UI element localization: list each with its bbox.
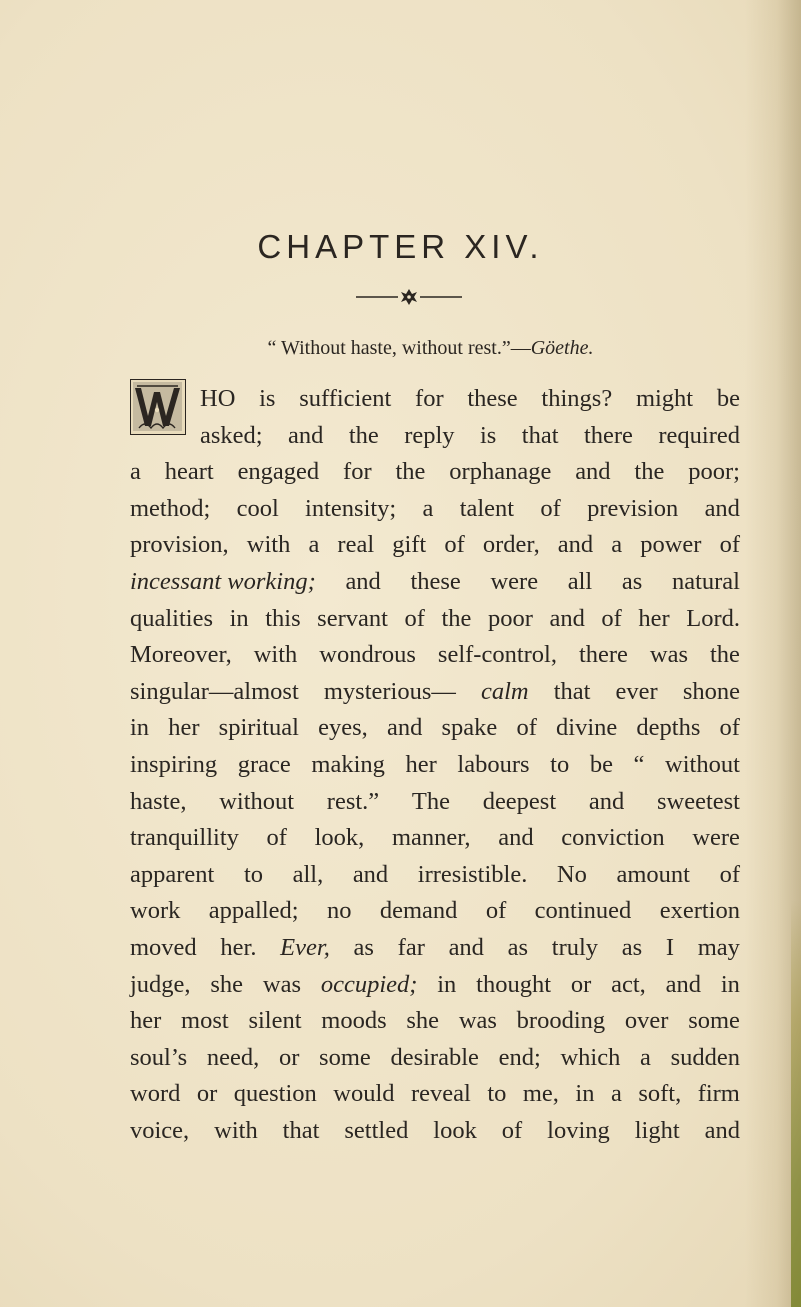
word: for [415, 385, 444, 412]
word: a [130, 458, 141, 486]
word: order, [482, 531, 540, 559]
word: firm [697, 1080, 740, 1108]
word: Moreover, [130, 641, 232, 669]
word: of [501, 1116, 523, 1144]
word: No [556, 860, 587, 888]
word: these [410, 567, 461, 595]
text-line [130, 564, 740, 601]
word: be [589, 750, 613, 778]
word: talent [459, 494, 515, 522]
word: things? [541, 385, 613, 412]
text-line [130, 418, 740, 455]
word: in [130, 714, 150, 742]
word: appalled; [208, 897, 299, 925]
text-line [130, 820, 740, 857]
word: act, [611, 970, 646, 998]
word: that [282, 1116, 320, 1144]
word: look [433, 1116, 477, 1144]
word: there [583, 421, 633, 449]
word: demand [379, 897, 458, 925]
word: prevision [587, 494, 679, 522]
word: deepest [482, 787, 557, 815]
word: I [665, 933, 675, 961]
word: desirable [390, 1043, 479, 1071]
word: of [719, 714, 740, 742]
word: servant [317, 604, 388, 632]
word: she [406, 1007, 440, 1035]
word: of [485, 897, 507, 925]
word: amount [616, 860, 690, 888]
word: of [516, 714, 537, 742]
word: as [621, 933, 643, 961]
word: natural [671, 567, 740, 595]
word: making [311, 750, 385, 778]
body-paragraph [130, 381, 740, 1149]
word: without [219, 787, 295, 815]
word: moods [321, 1007, 387, 1035]
word: Lord. [686, 604, 740, 632]
text-line [130, 857, 740, 894]
word: sudden [670, 1043, 740, 1071]
word: exertion [659, 897, 740, 925]
word: or [196, 1080, 218, 1108]
word: over [624, 1007, 669, 1035]
word: some [688, 1007, 740, 1035]
word: for [343, 458, 372, 486]
word: that [521, 421, 559, 449]
word: qualities [130, 604, 214, 632]
word: conviction [561, 824, 665, 852]
word: of [444, 531, 465, 559]
word: wondrous [319, 641, 416, 669]
text-line [130, 601, 740, 638]
word: required [658, 421, 740, 449]
word: look, [314, 824, 365, 852]
word: inspiring [130, 750, 218, 778]
word: end; [498, 1043, 541, 1071]
word: and [665, 970, 701, 998]
word: the [441, 604, 472, 632]
word: poor; [688, 458, 740, 486]
word: apparent [130, 860, 215, 888]
epigraph-quote: “ Without haste, without rest.”— [267, 337, 531, 359]
word: truly [551, 933, 599, 961]
word: which [560, 1043, 621, 1071]
word: is [480, 421, 497, 449]
word: intensity; [305, 494, 397, 522]
word: poor [487, 604, 533, 632]
text-line [130, 747, 740, 784]
word: a [308, 531, 320, 559]
word: light [634, 1116, 680, 1144]
word: soul’s [130, 1043, 188, 1071]
word: some [319, 1043, 371, 1071]
word: loving [547, 1116, 610, 1144]
word: HO [200, 385, 236, 412]
word: heart [164, 458, 214, 486]
word: haste, [130, 787, 187, 815]
word: sufficient [299, 385, 392, 412]
text-line [130, 1113, 740, 1150]
word: and [345, 567, 381, 595]
word: and [448, 933, 484, 961]
word: her. [220, 933, 257, 961]
page-edge-stain [791, 900, 801, 1307]
word: real [337, 531, 375, 559]
word: would [333, 1080, 395, 1108]
word: her [168, 714, 200, 742]
text-line [130, 1003, 740, 1040]
text-line [130, 454, 740, 491]
italic-phrase: calm [480, 677, 529, 705]
italic-phrase: Ever, [280, 933, 330, 961]
word: work [130, 897, 181, 925]
word: reply [404, 421, 455, 449]
word: the [634, 458, 665, 486]
word: singular—almost [130, 677, 299, 705]
text-line [130, 637, 740, 674]
word: manner, [391, 824, 471, 852]
word: ever [615, 677, 658, 705]
word: a [422, 494, 434, 522]
word: of [404, 604, 425, 632]
word: a [640, 1043, 651, 1071]
word: brooding [516, 1007, 606, 1035]
word: a [611, 531, 623, 559]
text-line [130, 784, 740, 821]
word: reveal [411, 1080, 471, 1108]
word: spiritual [218, 714, 299, 742]
word: her [638, 604, 670, 632]
word: is [259, 385, 276, 412]
italic-phrase: incessant working; [130, 567, 316, 595]
text-line [130, 967, 740, 1004]
word: and [704, 494, 740, 522]
word: settled [344, 1116, 409, 1144]
word: without [665, 750, 740, 778]
word: of [601, 604, 622, 632]
italic-phrase: occupied; [320, 970, 418, 998]
word: moved [130, 933, 197, 961]
epigraph-author: Göethe. [530, 337, 594, 359]
word: method; [130, 494, 211, 522]
word: there [578, 641, 628, 669]
word: and [557, 531, 594, 559]
word: with [253, 641, 298, 669]
word: all, [292, 860, 324, 888]
word: was [262, 970, 301, 998]
word: far [397, 933, 425, 961]
word: gift [392, 531, 427, 559]
word: or [278, 1043, 300, 1071]
word: most [181, 1007, 229, 1035]
word: the [710, 641, 740, 669]
word: her [130, 1007, 162, 1035]
word: might [635, 385, 694, 412]
word: orphanage [449, 458, 552, 486]
word: a [610, 1080, 622, 1108]
word: and [704, 1116, 740, 1144]
word: or [570, 970, 592, 998]
text-line [130, 893, 740, 930]
word: sweetest [656, 787, 740, 815]
word: of [719, 860, 740, 888]
word: “ [633, 750, 645, 778]
text-line [130, 1076, 740, 1113]
word: eyes, [318, 714, 368, 742]
word: as [507, 933, 529, 961]
word: power [640, 531, 702, 559]
word: her [405, 750, 437, 778]
word: and [588, 787, 625, 815]
word: with [246, 531, 291, 559]
word: need, [206, 1043, 260, 1071]
word: were [490, 567, 539, 595]
word: mysterious— [323, 677, 456, 705]
word: question [233, 1080, 317, 1108]
word: that [553, 677, 591, 705]
word: as [621, 567, 643, 595]
text-line [130, 527, 740, 564]
word: the [348, 421, 379, 449]
epigraph [0, 337, 801, 360]
word: and [352, 860, 389, 888]
word: me, [522, 1080, 559, 1108]
word: this [265, 604, 301, 632]
word: voice, [130, 1116, 190, 1144]
word: cool [236, 494, 279, 522]
text-line [130, 381, 740, 418]
word: be [716, 385, 740, 412]
word: labours [457, 750, 530, 778]
word: self-control, [437, 641, 557, 669]
text-line [130, 1040, 740, 1077]
word: the [395, 458, 426, 486]
word: The [411, 787, 450, 815]
word: engaged [237, 458, 320, 486]
word: thought [476, 970, 552, 998]
word: silent [248, 1007, 302, 1035]
word: and [549, 604, 585, 632]
word: tranquillity [130, 824, 239, 852]
word: and [498, 824, 534, 852]
text-line [130, 710, 740, 747]
word: in [437, 970, 457, 998]
word: was [649, 641, 689, 669]
word: asked; [200, 421, 263, 449]
word: in [229, 604, 249, 632]
word: was [458, 1007, 497, 1035]
word: of [540, 494, 561, 522]
word: continued [534, 897, 632, 925]
word: and [288, 421, 324, 449]
word: with [214, 1116, 258, 1144]
word: depths [636, 714, 701, 742]
word: all [567, 567, 593, 595]
word: word [130, 1080, 181, 1108]
word: judge, [130, 970, 191, 998]
word: were [692, 824, 740, 852]
word: shone [682, 677, 740, 705]
text-line [130, 491, 740, 528]
word: to [550, 750, 570, 778]
word: provision, [130, 531, 229, 559]
text-line [130, 930, 740, 967]
word: rest.” [326, 787, 380, 815]
word: divine [556, 714, 618, 742]
word: as [353, 933, 374, 961]
word: may [697, 933, 740, 961]
ornament-divider-icon [356, 287, 462, 307]
word: grace [237, 750, 291, 778]
word: irresistible. [417, 860, 528, 888]
word: these [467, 385, 518, 412]
word: of [719, 531, 740, 559]
word: spake [441, 714, 498, 742]
word: to [243, 860, 263, 888]
word: no [326, 897, 352, 925]
word: and [575, 458, 611, 486]
word: she [210, 970, 244, 998]
word: in [720, 970, 740, 998]
word: soft, [638, 1080, 682, 1108]
chapter-heading: CHAPTER XIV. [257, 228, 544, 265]
word: and [386, 714, 423, 742]
text-line [130, 674, 740, 711]
word: to [487, 1080, 507, 1108]
word: of [266, 824, 287, 852]
word: in [575, 1080, 595, 1108]
